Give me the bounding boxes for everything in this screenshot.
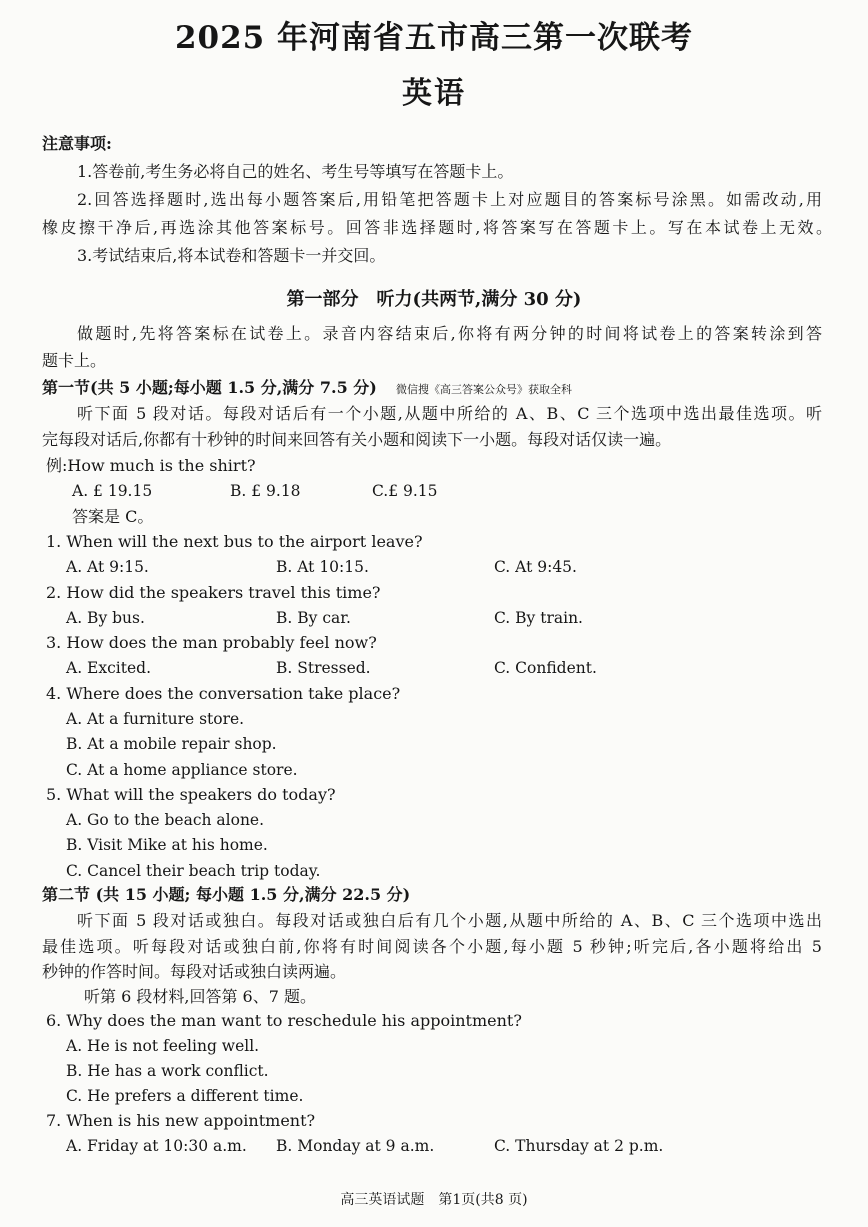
q1-option-a: A. At 9:15.	[66, 558, 149, 576]
material-6-instruction: 听第 6 段材料,回答第 6、7 题。	[84, 987, 316, 1006]
section2-intro-line-1: 听下面 5 段对话或独白。每段对话或独白后有几个小题,从题中所给的 A、B、C 三个选项中选出	[77, 911, 822, 930]
example-option-b: B. £ 9.18	[230, 482, 301, 500]
subject-title: 英语	[402, 76, 466, 111]
example-option-c: C.£ 9.15	[372, 482, 438, 500]
section1-intro-line-2: 完每段对话后,你都有十秒钟的时间来回答有关小题和阅读下一小题。每段对话仅读一遍。	[42, 430, 672, 449]
q2-option-c: C. By train.	[494, 609, 583, 627]
example-answer: 答案是 C。	[72, 507, 154, 526]
q4-option-a: A. At a furniture store.	[66, 710, 245, 728]
part1-intro-line-2: 题卡上。	[42, 351, 107, 370]
section1-intro-line-1: 听下面 5 段对话。每段对话后有一个小题,从题中所给的 A、B、C 三个选项中选出最佳选项。听	[77, 404, 822, 423]
question-3: 3. How does the man probably feel now?	[46, 633, 377, 652]
notice-item-2-line-2: 橡皮擦干净后,再选涂其他答案标号。回答非选择题时,将答案写在答题卡上。写在本试卷上无效。	[42, 218, 832, 237]
section1-heading: 第一节(共 5 小题;每小题 1.5 分,满分 7.5 分)	[42, 378, 377, 397]
q3-option-b: B. Stressed.	[276, 659, 371, 677]
q5-option-b: B. Visit Mike at his home.	[66, 836, 268, 854]
section2-intro-line-2: 最佳选项。听每段对话或独白前,你将有时间阅读各个小题,每小题 5 秒钟;听完后,各小题将给出 5	[42, 937, 822, 956]
section2-intro-line-3: 秒钟的作答时间。每段对话或独白读两遍。	[42, 962, 347, 981]
q4-option-b: B. At a mobile repair shop.	[66, 735, 277, 753]
q5-option-c: C. Cancel their beach trip today.	[66, 862, 321, 880]
notice-heading: 注意事项:	[42, 134, 112, 153]
q3-option-c: C. Confident.	[494, 659, 597, 677]
question-1: 1. When will the next bus to the airport leave?	[46, 532, 423, 551]
q1-option-c: C. At 9:45.	[494, 558, 577, 576]
q2-option-b: B. By car.	[276, 609, 351, 627]
part1-heading: 第一部分 听力(共两节,满分 30 分)	[286, 289, 582, 310]
q6-option-b: B. He has a work conflict.	[66, 1062, 269, 1080]
q1-option-b: B. At 10:15.	[276, 558, 369, 576]
q7-option-a: A. Friday at 10:30 a.m.	[66, 1137, 247, 1155]
q7-option-b: B. Monday at 9 a.m.	[276, 1137, 435, 1155]
notice-item-2-line-1: 2.回答选择题时,选出每小题答案后,用铅笔把答题卡上对应题目的答案标号涂黑。如需改动,用	[77, 190, 822, 209]
q5-option-a: A. Go to the beach alone.	[66, 811, 265, 829]
example-question: 例:How much is the shirt?	[46, 456, 256, 475]
question-7: 7. When is his new appointment?	[46, 1111, 316, 1130]
notice-item-1: 1.答卷前,考生务必将自己的姓名、考生号等填写在答题卡上。	[77, 162, 514, 181]
exam-title: 2025 年河南省五市高三第一次联考	[174, 20, 694, 56]
watermark-text: 微信搜《高三答案公众号》获取全科	[396, 383, 572, 396]
section2-heading: 第二节 (共 15 小题; 每小题 1.5 分,满分 22.5 分)	[42, 885, 411, 904]
question-4: 4. Where does the conversation take place?	[46, 684, 401, 703]
part1-intro-line-1: 做题时,先将答案标在试卷上。录音内容结束后,你将有两分钟的时间将试卷上的答案转涂到答	[77, 324, 822, 343]
notice-item-3: 3.考试结束后,将本试卷和答题卡一并交回。	[77, 246, 386, 265]
q3-option-a: A. Excited.	[66, 659, 151, 677]
question-5: 5. What will the speakers do today?	[46, 785, 336, 804]
q6-option-a: A. He is not feeling well.	[66, 1037, 260, 1055]
question-2: 2. How did the speakers travel this time?	[46, 583, 381, 602]
q4-option-c: C. At a home appliance store.	[66, 761, 298, 779]
q2-option-a: A. By bus.	[66, 609, 145, 627]
page-footer: 高三英语试题 第1页(共8 页)	[340, 1192, 528, 1208]
q6-option-c: C. He prefers a different time.	[66, 1087, 304, 1105]
question-6: 6. Why does the man want to reschedule his appointment?	[46, 1011, 522, 1030]
example-option-a: A. £ 19.15	[72, 482, 153, 500]
q7-option-c: C. Thursday at 2 p.m.	[494, 1137, 664, 1155]
